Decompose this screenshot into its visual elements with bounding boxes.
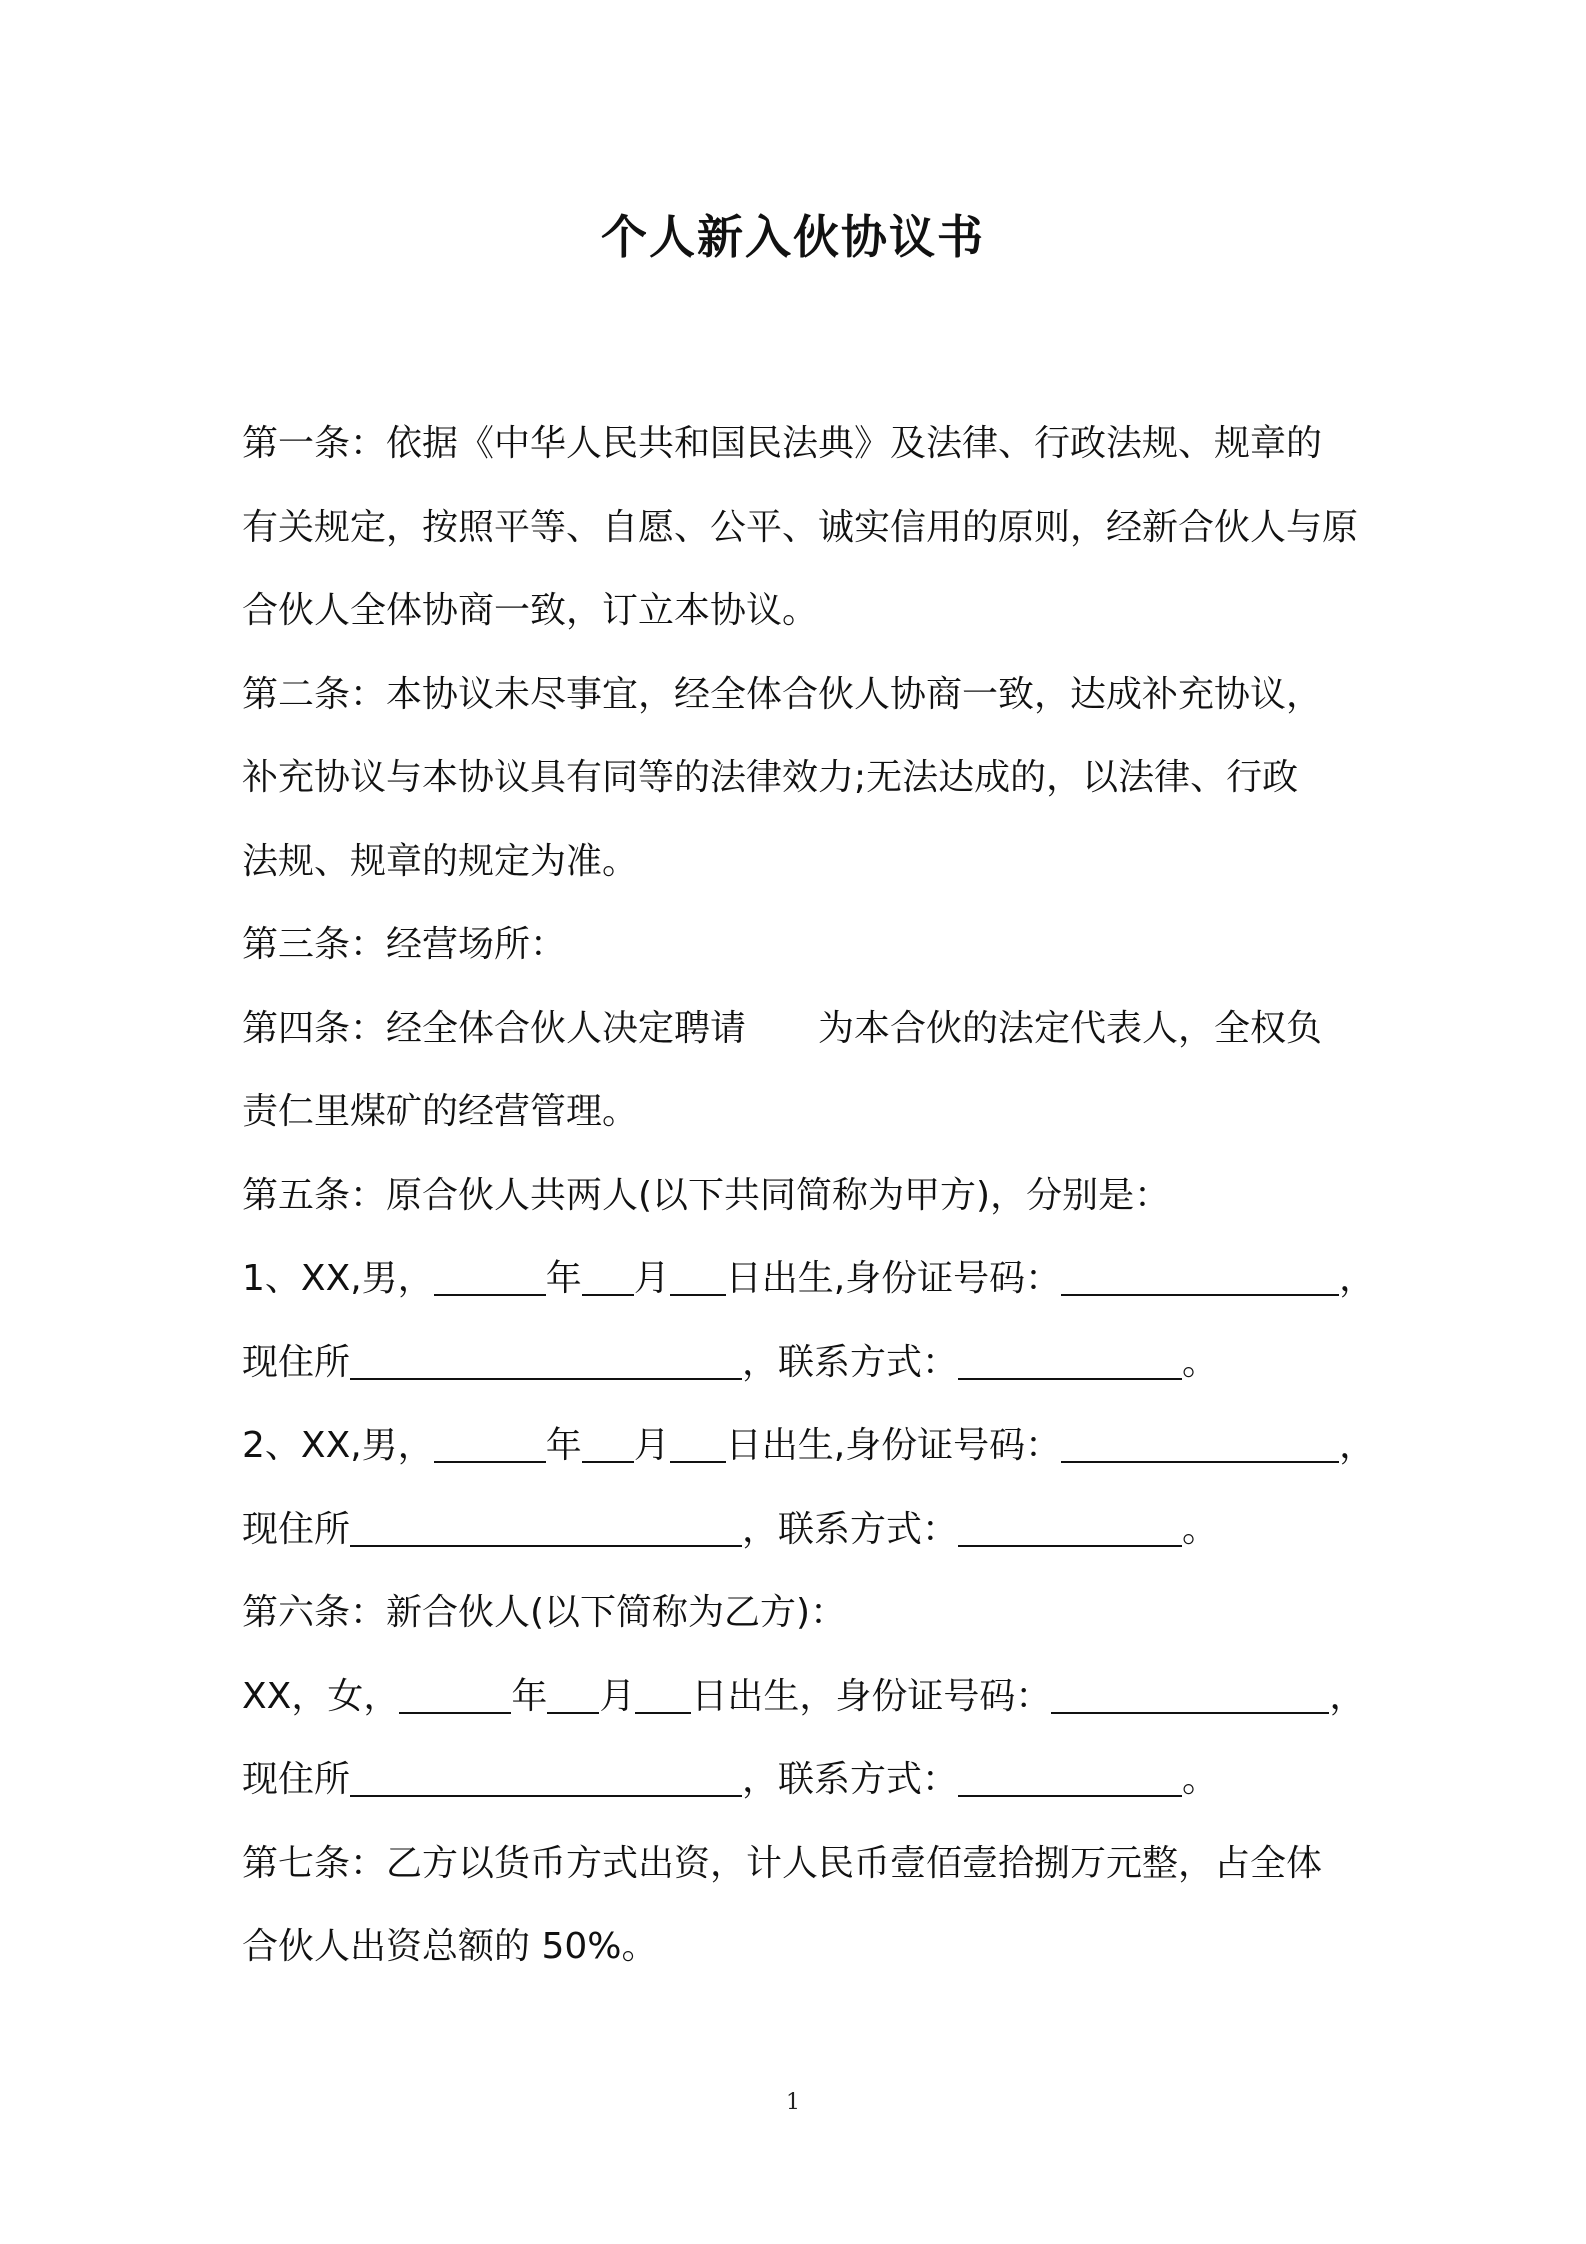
month-label: 月 — [633, 1258, 670, 1299]
new-partner-lead: XX，女， — [242, 1675, 400, 1717]
article-4-text-b: 为本合伙的法定代表人，全权负 — [818, 1007, 1323, 1049]
article-7-line-1: 第七条：乙方以货币方式出资，计人民币壹佰壹拾捌万元整，占全体 — [242, 1842, 1323, 1884]
month-label: 月 — [599, 1675, 636, 1717]
article-4-text-a: 第四条：经全体合伙人决定聘请 — [242, 1007, 747, 1049]
period: 。 — [1182, 1759, 1219, 1800]
document-title: 个人新入伙协议书 — [601, 210, 985, 264]
partner-1-birth-line — [242, 1237, 1376, 1321]
partner-2-year-blank — [434, 1417, 546, 1463]
address-label: 现住所 — [242, 1759, 351, 1800]
born-id-label: 日出生，身份证号码： — [691, 1675, 1052, 1717]
partner-2-birth-line — [242, 1404, 1376, 1488]
partner-1-lead: 1、XX,男， — [242, 1258, 434, 1299]
year-label: 年 — [511, 1675, 548, 1717]
year-label: 年 — [545, 1425, 582, 1466]
period: 。 — [1182, 1508, 1219, 1550]
article-2-line-3: 法规、规章的规定为准。 — [242, 840, 639, 882]
partner-1-year-blank — [434, 1250, 546, 1296]
article-1-line-2: 有关规定，按照平等、自愿、公平、诚实信用的原则，经新合伙人与原 — [242, 506, 1359, 548]
new-partner-birth-line — [242, 1655, 1366, 1739]
comma: ， — [1329, 1675, 1366, 1717]
document-body — [242, 402, 1376, 1989]
new-partner-address-blank — [350, 1751, 742, 1797]
article-5-line-1: 第五条：原合伙人共两人(以下共同简称为甲方)，分别是： — [242, 1174, 1171, 1216]
article-2-line-2: 补充协议与本协议具有同等的法律效力;无法达成的，以法律、行政 — [242, 757, 1299, 798]
partner-1-address-line — [242, 1321, 1362, 1405]
article-4-line-2: 责仁里煤矿的经营管理。 — [242, 1091, 639, 1132]
year-label: 年 — [545, 1258, 582, 1299]
new-partner-day-blank — [635, 1668, 691, 1714]
article-3-line-1: 第三条：经营场所： — [242, 924, 567, 965]
article-4-line-1 — [242, 987, 1362, 1071]
address-label: 现住所 — [242, 1341, 351, 1383]
partner-1-day-blank — [670, 1250, 726, 1296]
article-1-line-1: 第一条：依据《中华人民共和国民法典》及法律、行政法规、规章的 — [242, 423, 1323, 464]
new-partner-month-blank — [547, 1668, 599, 1714]
page-number: 1 — [786, 2090, 800, 2115]
contact-label: ，联系方式： — [742, 1508, 959, 1550]
article-2-line-1: 第二条：本协议未尽事宜，经全体合伙人协商一致，达成补充协议， — [242, 673, 1323, 715]
partner-1-id-blank — [1061, 1250, 1339, 1296]
new-partner-address-line — [242, 1738, 1362, 1822]
partner-2-month-blank — [582, 1417, 634, 1463]
article-7-line-2: 合伙人出资总额的 50%。 — [242, 1926, 658, 1967]
month-label: 月 — [633, 1425, 670, 1466]
partner-2-contact-blank — [958, 1501, 1182, 1547]
new-partner-id-blank — [1051, 1668, 1329, 1714]
contact-label: ，联系方式： — [742, 1759, 959, 1800]
partner-2-lead: 2、XX,男， — [242, 1425, 434, 1466]
partner-1-address-blank — [350, 1334, 742, 1380]
born-id-label: 日出生,身份证号码： — [725, 1425, 1062, 1466]
representative-blank — [746, 1002, 818, 1046]
comma: ， — [1339, 1425, 1376, 1466]
partner-2-address-blank — [350, 1501, 742, 1547]
article-6-line-1: 第六条：新合伙人(以下简称为乙方)： — [242, 1592, 847, 1633]
partner-2-id-blank — [1061, 1417, 1339, 1463]
new-partner-year-blank — [399, 1668, 511, 1714]
comma: ， — [1339, 1258, 1376, 1299]
article-1-line-3: 合伙人全体协商一致，订立本协议。 — [242, 590, 819, 631]
address-label: 现住所 — [242, 1508, 351, 1550]
contact-label: ，联系方式： — [742, 1341, 959, 1383]
born-id-label: 日出生,身份证号码： — [725, 1258, 1062, 1299]
partner-2-address-line — [242, 1488, 1362, 1572]
new-partner-contact-blank — [958, 1751, 1182, 1797]
partner-1-contact-blank — [958, 1334, 1182, 1380]
period: 。 — [1182, 1341, 1219, 1383]
partner-2-day-blank — [670, 1417, 726, 1463]
partner-1-month-blank — [582, 1250, 634, 1296]
